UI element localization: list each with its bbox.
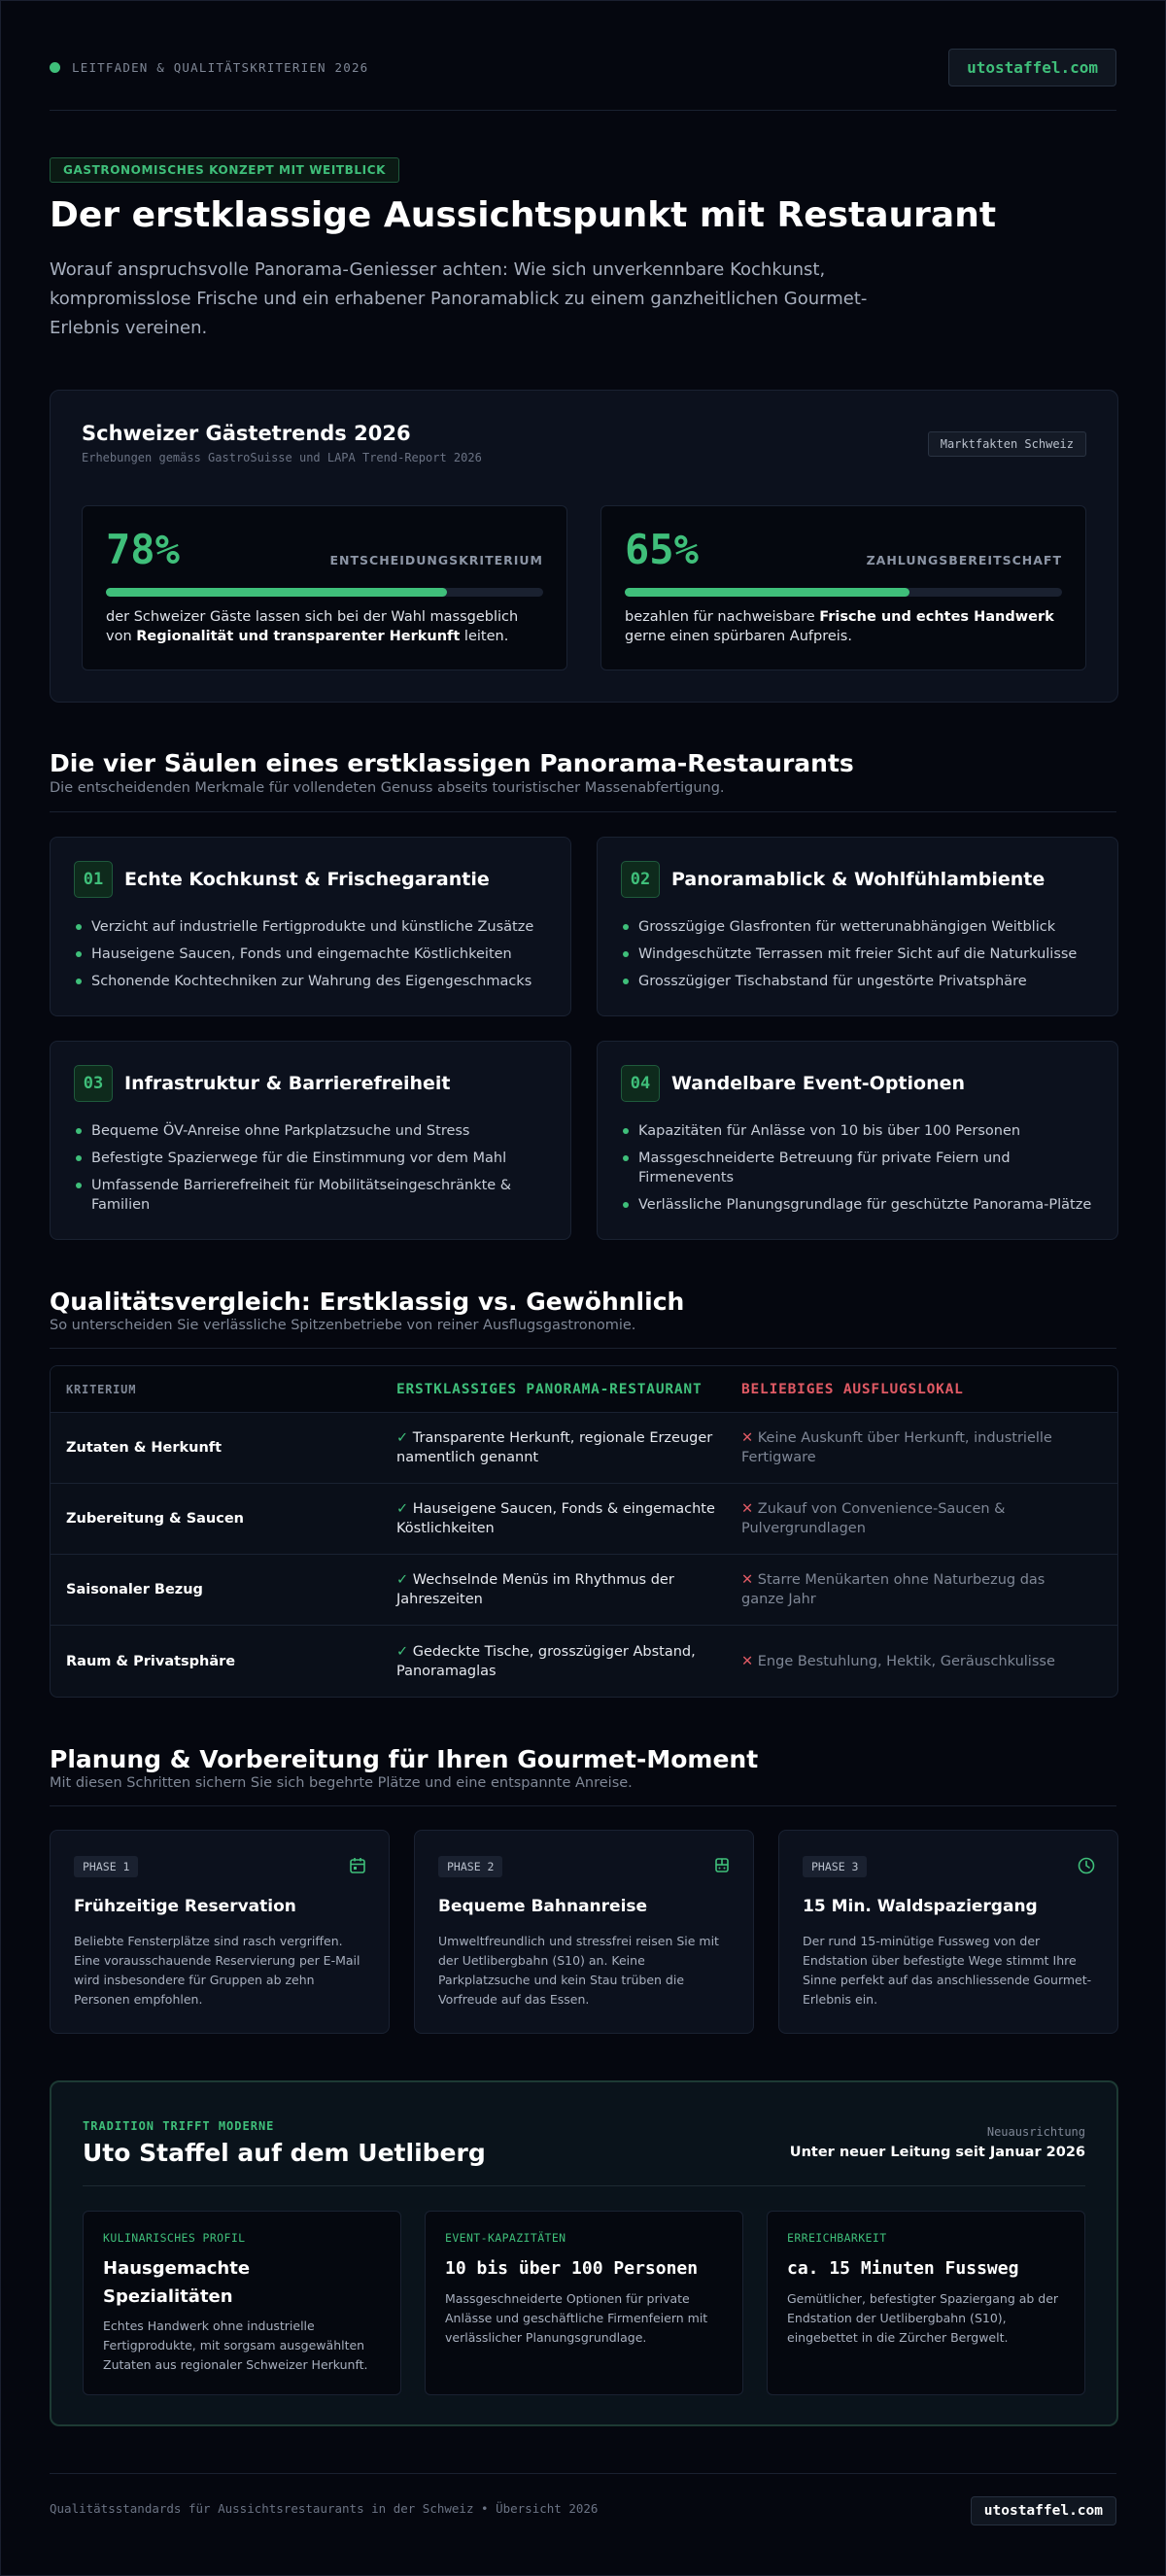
table-row (51, 1626, 1117, 1697)
pillar-number: 02 (621, 861, 660, 898)
phase-title: Bequeme Bahnanreise (438, 1897, 648, 1916)
table-header (51, 1366, 1117, 1413)
pillar-title: Infrastruktur & Barrierefreiheit (124, 1073, 451, 1094)
comparison-subtitle: So unterscheiden Sie verlässliche Spitzenbetriebe von reiner Ausflugsgastronomie. (50, 1318, 636, 1333)
stat-description: der Schweizer Gäste lassen sich bei der Wahl massgeblich von Regionalität und transparenter Herkunft leiten. (106, 609, 519, 644)
good-cell: ✓ Hauseigene Saucen, Fonds & eingemachte Köstlichkeiten (396, 1501, 715, 1536)
phase-title: Frühzeitige Reservation (74, 1897, 296, 1916)
table-header-good: ERSTKLASSIGES PANORAMA-RESTAURANT (396, 1381, 703, 1397)
stat-progress-fill (106, 588, 447, 597)
list-item: Verlässliche Planungsgrundlage für geschützte Panorama-Plätze (621, 1195, 1098, 1215)
planning-divider (50, 1805, 1116, 1806)
planning-subtitle: Mit diesen Schritten sichern Sie sich begehrte Plätze und eine entspannte Anreise. (50, 1775, 633, 1791)
feature-card-kicker: ERREICHBARKEIT (787, 2231, 887, 2245)
pillar-list (621, 917, 1098, 999)
top-bar (50, 48, 1116, 86)
bad-cell: ✕ Starre Menükarten ohne Naturbezug das ganze Jahr (741, 1572, 1046, 1607)
cross-icon: ✕ (741, 1572, 754, 1588)
cross-icon: ✕ (741, 1501, 754, 1517)
planning-title: Planung & Vorbereitung für Ihren Gourmet-Moment (50, 1745, 759, 1773)
feature-card-text: Massgeschneiderte Optionen für private Anlässe und geschäftliche Firmenfeiern mit verlässlicher Planungsgrundlage. (445, 2291, 708, 2345)
pillar-card-2 (597, 837, 1118, 1016)
table-header-bad: BELIEBIGES AUSFLUGSLOKAL (741, 1381, 964, 1397)
pillars-title: Die vier Säulen eines erstklassigen Panorama-Restaurants (50, 749, 854, 777)
bad-cell: ✕ Keine Auskunft über Herkunft, industrielle Fertigware (741, 1430, 1052, 1465)
stat-card-2 (600, 505, 1086, 670)
footer-divider (50, 2473, 1116, 2474)
pillar-card-4 (597, 1041, 1118, 1240)
list-item: Kapazitäten für Anlässe von 10 bis über 100 Personen (621, 1121, 1098, 1141)
phase-badge: PHASE 3 (803, 1856, 867, 1877)
pillar-list (74, 1121, 551, 1222)
criterion-cell: Zubereitung & Saucen (66, 1511, 245, 1527)
pillar-card-3 (50, 1041, 571, 1240)
phase-badge: PHASE 2 (438, 1856, 502, 1877)
phase-card-1 (50, 1830, 390, 2034)
stat-value: 65% (625, 526, 699, 573)
pillar-card-1 (50, 837, 571, 1016)
stat-value: 78% (106, 526, 180, 573)
footer-text: Qualitätsstandards für Aussichtsrestaurants in der Schweiz • Übersicht 2026 (50, 2501, 599, 2516)
phase-text: Der rund 15-minütige Fussweg von der Endstation über befestigte Wege stimmt Ihre Sinne perfekt auf das anschliessende Gourmet-Erlebnis ein. (803, 1934, 1092, 2007)
stat-description: bezahlen für nachweisbare Frische und echtes Handwerk gerne einen spürbaren Aufpreis. (625, 609, 1054, 644)
list-item: Verzicht auf industrielle Fertigprodukte und künstliche Zusätze (74, 917, 551, 937)
check-icon: ✓ (396, 1501, 409, 1517)
feature-card-2 (425, 2211, 743, 2395)
feature-kicker: TRADITION TRIFFT MODERNE (83, 2119, 275, 2133)
cross-icon: ✕ (741, 1653, 754, 1669)
criterion-cell: Saisonaler Bezug (66, 1582, 203, 1597)
comparison-table (50, 1365, 1118, 1698)
table-header-criterion: KRITERIUM (66, 1382, 137, 1396)
feature-card-title: Hausgemachte Spezialitäten (103, 2258, 251, 2307)
good-cell: ✓ Transparente Herkunft, regionale Erzeuger namentlich genannt (396, 1430, 713, 1465)
feature-card-title: ca. 15 Minuten Fussweg (787, 2258, 1019, 2279)
stat-progress-track (625, 588, 1062, 597)
table-row (51, 1484, 1117, 1555)
feature-card-kicker: EVENT-KAPAZITÄTEN (445, 2231, 566, 2245)
pillars-subtitle: Die entscheidenden Merkmale für vollendeten Genuss abseits touristischer Massenabfertigung. (50, 780, 725, 796)
stat-progress-fill (625, 588, 909, 597)
stat-card-1 (82, 505, 567, 670)
list-item: Befestigte Spazierwege für die Einstimmung vor dem Mahl (74, 1149, 551, 1168)
hero-tag: GASTRONOMISCHES KONZEPT MIT WEITBLICK (50, 157, 399, 183)
header-divider (50, 110, 1116, 111)
list-item: Umfassende Barrierefreiheit für Mobilitätseingeschränkte & Familien (74, 1176, 551, 1215)
feature-divider (83, 2185, 1085, 2186)
good-cell: ✓ Wechselnde Menüs im Rhythmus der Jahreszeiten (396, 1572, 674, 1607)
feature-card-text: Echtes Handwerk ohne industrielle Fertigprodukte, mit sorgsam ausgewählten Zutaten aus regionaler Schweizer Herkunft. (103, 2318, 368, 2372)
check-icon: ✓ (396, 1643, 409, 1660)
stats-card (50, 390, 1118, 703)
criterion-cell: Raum & Privatsphäre (66, 1653, 236, 1669)
train-icon (712, 1856, 732, 1875)
page-title: Der erstklassige Aussichtspunkt mit Restaurant (50, 195, 997, 235)
status-dot-icon (50, 62, 60, 73)
table-row (51, 1555, 1117, 1626)
pillar-title: Wandelbare Event-Optionen (671, 1073, 966, 1094)
page-subtitle: Worauf anspruchsvolle Panorama-Geniesser achten: Wie sich unverkennbare Kochkunst, kompromisslose Frische und ein erhabener Panoramablick zu einem ganzheitlichen Gourmet-Erlebnis vereinen. (50, 259, 868, 338)
phase-title: 15 Min. Waldspaziergang (803, 1897, 1038, 1916)
list-item: Schonende Kochtechniken zur Wahrung des Eigengeschmacks (74, 972, 551, 991)
clock-icon (1077, 1856, 1096, 1875)
feature-card-title: 10 bis über 100 Personen (445, 2258, 699, 2279)
header-kicker: LEITFADEN & QUALITÄTSKRITERIEN 2026 (72, 59, 369, 75)
pillars-divider (50, 811, 1116, 812)
check-icon: ✓ (396, 1572, 409, 1588)
pillar-list (74, 917, 551, 999)
feature-meta-value: Unter neuer Leitung seit Januar 2026 (789, 2145, 1085, 2160)
check-icon: ✓ (396, 1430, 409, 1446)
feature-box (50, 2080, 1118, 2426)
phase-card-2 (414, 1830, 754, 2034)
site-link-button[interactable]: utostaffel.com (948, 49, 1116, 86)
stats-badge: Marktfakten Schweiz (928, 431, 1086, 457)
criterion-cell: Zutaten & Herkunft (66, 1440, 223, 1456)
cross-icon: ✕ (741, 1430, 754, 1446)
good-cell: ✓ Gedeckte Tische, grosszügiger Abstand, Panoramaglas (396, 1643, 696, 1679)
pillar-list (621, 1121, 1098, 1222)
stat-label: ENTSCHEIDUNGSKRITERIUM (329, 553, 543, 567)
stat-progress-track (106, 588, 543, 597)
phase-badge: PHASE 1 (74, 1856, 138, 1877)
list-item: Grosszügiger Tischabstand für ungestörte Privatsphäre (621, 972, 1098, 991)
list-item: Grosszügige Glasfronten für wetterunabhängigen Weitblick (621, 917, 1098, 937)
header-kicker-group (50, 60, 368, 75)
calendar-icon (348, 1856, 367, 1875)
feature-card-kicker: KULINARISCHES PROFIL (103, 2231, 246, 2245)
feature-card-text: Gemütlicher, befestigter Spaziergang ab der Endstation der Uetlibergbahn (S10), eingebettet in die Zürcher Bergwelt. (787, 2291, 1059, 2345)
pillar-title: Echte Kochkunst & Frischegarantie (124, 869, 490, 890)
stat-label: ZAHLUNGSBEREITSCHAFT (866, 553, 1062, 567)
pillar-number: 03 (74, 1065, 113, 1102)
stats-source: Erhebungen gemäss GastroSuisse und LAPA Trend-Report 2026 (82, 451, 482, 464)
pillar-number: 01 (74, 861, 113, 898)
list-item: Hauseigene Saucen, Fonds und eingemachte Köstlichkeiten (74, 945, 551, 964)
phase-card-3 (778, 1830, 1118, 2034)
feature-meta-label: Neuausrichtung (986, 2125, 1085, 2139)
phase-text: Beliebte Fensterplätze sind rasch vergriffen. Eine vorausschauende Reservierung per E-Mail wird insbesondere für Gruppen ab zehn Personen empfohlen. (74, 1934, 360, 2007)
comparison-title: Qualitätsvergleich: Erstklassig vs. Gewöhnlich (50, 1288, 685, 1316)
list-item: Bequeme ÖV-Anreise ohne Parkplatzsuche und Stress (74, 1121, 551, 1141)
pillar-number: 04 (621, 1065, 660, 1102)
bad-cell: ✕ Enge Bestuhlung, Hektik, Geräuschkulisse (741, 1653, 1055, 1669)
comparison-divider (50, 1348, 1116, 1349)
feature-card-3 (767, 2211, 1085, 2395)
phase-text: Umweltfreundlich und stressfrei reisen Sie mit der Uetlibergbahn (S10) an. Keine Parkplatzsuche und kein Stau trüben die Vorfreude auf das Essen. (438, 1934, 719, 2007)
footer-site-link[interactable]: utostaffel.com (971, 2496, 1116, 2525)
pillar-title: Panoramablick & Wohlfühlambiente (671, 869, 1046, 890)
table-row (51, 1413, 1117, 1484)
feature-title: Uto Staffel auf dem Uetliberg (83, 2139, 486, 2167)
bad-cell: ✕ Zukauf von Convenience-Saucen & Pulvergrundlagen (741, 1501, 1006, 1536)
list-item: Massgeschneiderte Betreuung für private Feiern und Firmenevents (621, 1149, 1098, 1187)
feature-card-1 (83, 2211, 401, 2395)
list-item: Windgeschützte Terrassen mit freier Sicht auf die Naturkulisse (621, 945, 1098, 964)
stats-title: Schweizer Gästetrends 2026 (82, 422, 411, 445)
